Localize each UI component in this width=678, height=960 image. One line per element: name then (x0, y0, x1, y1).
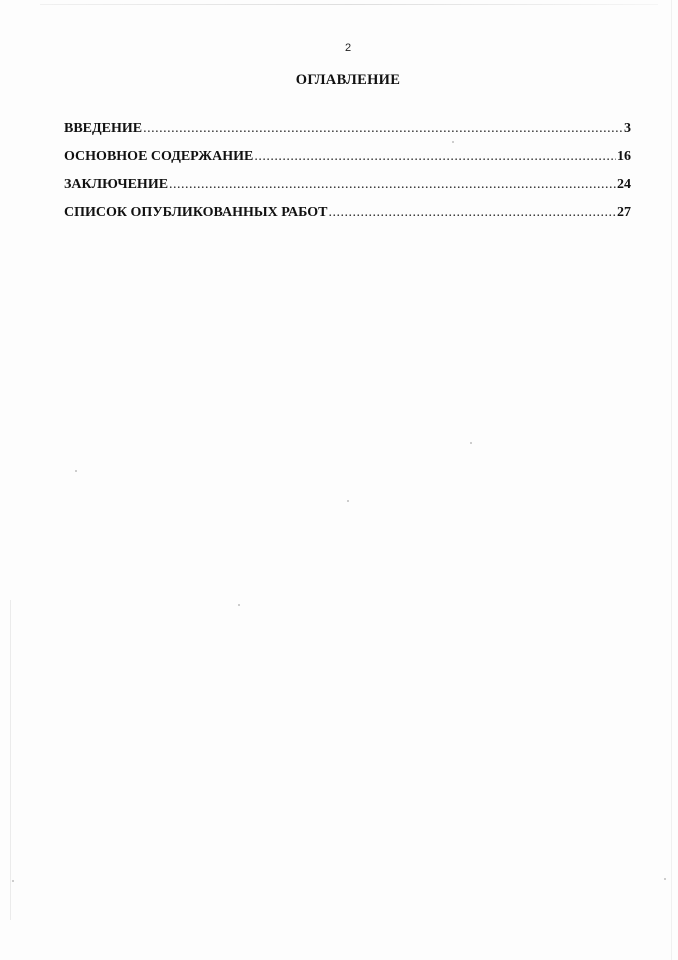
toc-entry-introduction (64, 121, 631, 149)
scan-speck (347, 500, 349, 502)
scan-edge-left (10, 600, 11, 920)
toc-entry-page: 24 (617, 177, 631, 192)
page-title: ОГЛАВЛЕНИЕ (295, 72, 401, 88)
toc-entry-page: 27 (617, 205, 631, 220)
toc-dot-leader (254, 149, 616, 165)
toc-dot-leader (169, 177, 616, 193)
toc-entry-page: 16 (617, 149, 631, 164)
table-of-contents (64, 121, 631, 233)
scan-speck (238, 604, 240, 606)
scan-edge-top (40, 4, 658, 5)
scan-speck (75, 470, 77, 472)
scan-speck (452, 141, 454, 143)
toc-entry-main-content (64, 149, 631, 177)
toc-entry-label: СПИСОК ОПУБЛИКОВАННЫХ РАБОТ (64, 205, 328, 220)
toc-entry-label: ЗАКЛЮЧЕНИЕ (64, 177, 169, 192)
toc-entry-page: 3 (624, 121, 631, 136)
toc-entry-publications (64, 205, 631, 233)
toc-entry-label: ВВЕДЕНИЕ (64, 121, 143, 136)
scan-speck (470, 442, 472, 444)
toc-entry-conclusion (64, 177, 631, 205)
toc-dot-leader (143, 121, 623, 137)
toc-entry-label: ОСНОВНОЕ СОДЕРЖАНИЕ (64, 149, 254, 164)
scan-speck (12, 880, 14, 882)
scan-speck (664, 878, 666, 880)
page-number: 2 (344, 42, 352, 54)
toc-dot-leader (328, 205, 616, 221)
scan-edge-right (671, 0, 672, 960)
